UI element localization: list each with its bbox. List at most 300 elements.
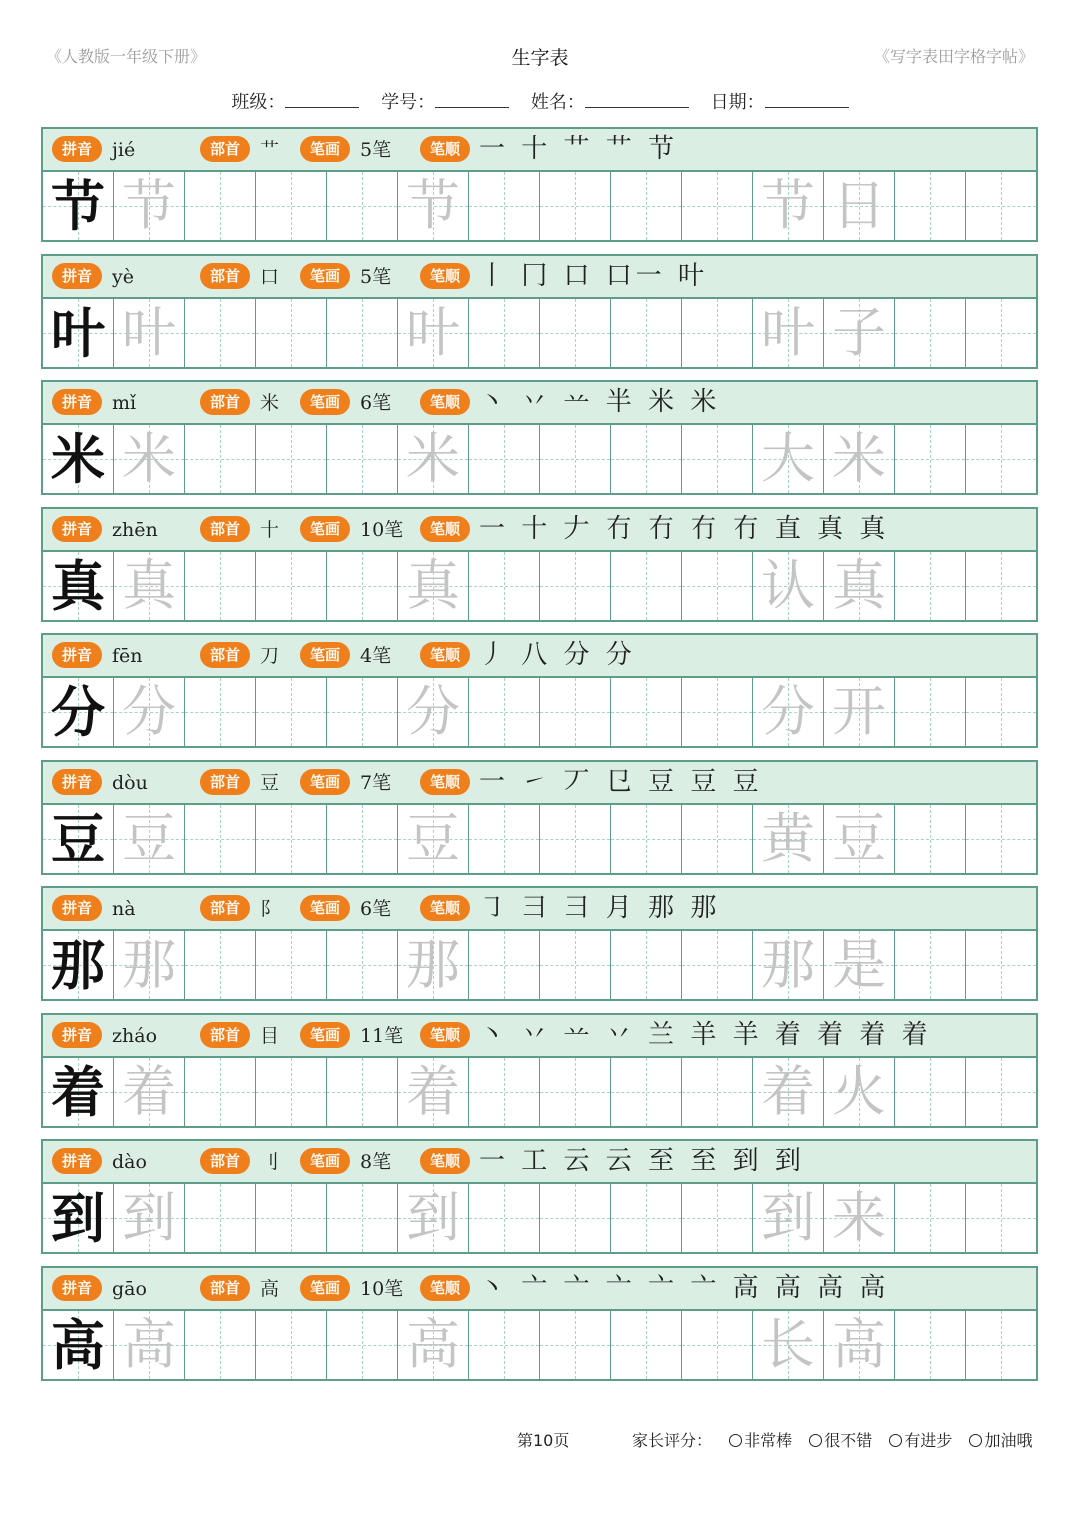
word-trace-character: 着 (761, 1060, 815, 1123)
character-info-bar (43, 509, 1036, 552)
practice-cell[interactable] (398, 678, 469, 746)
student-number-field[interactable]: 学号： (381, 92, 509, 113)
practice-cell[interactable] (185, 299, 256, 367)
stroke-order-sequence: 丶 丷 䒑 丷 兰 羊 羊 着 着 着 着 (479, 1020, 932, 1050)
practice-cell[interactable] (966, 1184, 1036, 1252)
character-card (41, 380, 1038, 495)
pinyin-tag: 拼音 (52, 642, 102, 668)
radical-tag: 部首 (200, 1148, 250, 1174)
practice-cell[interactable] (398, 552, 469, 620)
pinyin-tag: 拼音 (52, 1148, 102, 1174)
stroke-order-sequence: 一 十 艹 艹 节 (479, 134, 679, 164)
trace-character: 豆 (406, 807, 460, 870)
word-trace-character: 分 (761, 680, 815, 743)
model-character: 那 (51, 933, 105, 997)
practice-cell[interactable] (611, 931, 682, 999)
pinyin-value: yè (112, 266, 134, 288)
character-card (41, 254, 1038, 369)
practice-cell[interactable] (398, 1184, 469, 1252)
radical-tag: 部首 (200, 516, 250, 542)
stroke-count-value: 4笔 (360, 645, 392, 667)
pinyin-tag: 拼音 (52, 136, 102, 162)
stroke-order-tag: 笔顺 (420, 389, 470, 415)
practice-cell[interactable] (256, 1311, 327, 1379)
trace-character: 着 (406, 1060, 460, 1123)
practice-cell[interactable] (114, 1058, 185, 1126)
practice-cell[interactable] (398, 931, 469, 999)
practice-cell[interactable] (327, 1058, 398, 1126)
practice-cell[interactable] (256, 425, 327, 493)
practice-cell[interactable] (540, 678, 611, 746)
practice-cell[interactable] (611, 805, 682, 873)
stroke-order-sequence: 一 十 𠂇 冇 冇 冇 冇 直 真 真 (479, 514, 890, 544)
name-field[interactable]: 姓名： (531, 92, 689, 113)
character-card (41, 1266, 1038, 1381)
practice-cell[interactable] (753, 552, 824, 620)
radical-tag: 部首 (200, 1275, 250, 1301)
stroke-order-tag: 笔顺 (420, 895, 470, 921)
radical-tag: 部首 (200, 895, 250, 921)
practice-cell[interactable] (469, 931, 540, 999)
stroke-count-value: 10笔 (360, 519, 404, 541)
practice-cell[interactable] (540, 425, 611, 493)
rating-option-keep-going[interactable]: 加油哦 (969, 1428, 1032, 1451)
stroke-count-value: 8笔 (360, 1151, 392, 1173)
stroke-order-tag: 笔顺 (420, 642, 470, 668)
practice-cell[interactable] (185, 172, 256, 240)
practice-cell[interactable] (398, 172, 469, 240)
model-character: 叶 (51, 301, 105, 365)
practice-cell[interactable] (43, 1311, 114, 1379)
tianzige-grid (43, 1058, 1036, 1126)
stroke-count-tag: 笔画 (300, 1022, 350, 1048)
model-character: 豆 (51, 807, 105, 871)
stroke-count-tag: 笔画 (300, 642, 350, 668)
practice-cell[interactable] (540, 299, 611, 367)
trace-character: 节 (406, 174, 460, 237)
practice-cell[interactable] (185, 552, 256, 620)
practice-cell[interactable] (611, 1311, 682, 1379)
stroke-order-tag: 笔顺 (420, 516, 470, 542)
practice-cell[interactable] (753, 1311, 824, 1379)
trace-character: 到 (406, 1186, 460, 1249)
practice-cell[interactable] (114, 1311, 185, 1379)
word-trace-character: 日 (832, 174, 886, 237)
practice-cell[interactable] (469, 552, 540, 620)
practice-cell[interactable] (611, 172, 682, 240)
practice-cell[interactable] (966, 172, 1036, 240)
pinyin-value: fēn (112, 645, 143, 667)
practice-cell[interactable] (611, 1184, 682, 1252)
model-character: 高 (51, 1313, 105, 1377)
character-info-bar (43, 888, 1036, 931)
practice-cell[interactable] (185, 425, 256, 493)
character-info-bar (43, 1015, 1036, 1058)
word-trace-character: 开 (832, 680, 886, 743)
stroke-order-tag: 笔顺 (420, 136, 470, 162)
radical-value: 艹 (260, 139, 280, 161)
practice-cell[interactable] (327, 172, 398, 240)
tianzige-grid (43, 425, 1036, 493)
practice-cell[interactable] (966, 552, 1036, 620)
model-character: 真 (51, 554, 105, 618)
radical-value: 口 (260, 266, 280, 288)
practice-cell[interactable] (895, 299, 966, 367)
character-info-bar (43, 382, 1036, 425)
practice-cell[interactable] (540, 172, 611, 240)
practice-cell[interactable] (895, 552, 966, 620)
radical-value: 米 (260, 392, 280, 414)
practice-cell[interactable] (682, 931, 753, 999)
practice-cell[interactable] (327, 552, 398, 620)
practice-cell[interactable] (540, 931, 611, 999)
word-trace-character: 米 (832, 427, 886, 490)
practice-cell[interactable] (753, 425, 824, 493)
practice-cell[interactable] (540, 1311, 611, 1379)
practice-cell[interactable] (966, 1311, 1036, 1379)
radical-tag: 部首 (200, 263, 250, 289)
character-card (41, 760, 1038, 875)
radical-tag: 部首 (200, 769, 250, 795)
practice-cell[interactable] (753, 172, 824, 240)
practice-cell[interactable] (43, 1058, 114, 1126)
practice-cell[interactable] (682, 805, 753, 873)
word-trace-character: 子 (832, 301, 886, 364)
practice-cell[interactable] (966, 931, 1036, 999)
practice-cell[interactable] (895, 931, 966, 999)
practice-cell[interactable] (469, 1311, 540, 1379)
radical-tag: 部首 (200, 1022, 250, 1048)
rating-option-good[interactable]: 很不错 (809, 1428, 872, 1451)
practice-cell[interactable] (753, 931, 824, 999)
stroke-count-tag: 笔画 (300, 389, 350, 415)
stroke-count-tag: 笔画 (300, 895, 350, 921)
model-character: 分 (51, 680, 105, 744)
practice-cell[interactable] (611, 1058, 682, 1126)
practice-cell[interactable] (611, 678, 682, 746)
trace-character: 节 (122, 174, 176, 237)
practice-cell[interactable] (824, 678, 895, 746)
practice-cell[interactable] (895, 172, 966, 240)
stroke-order-sequence: 丨 冂 口 口一 叶 (479, 261, 709, 291)
practice-cell[interactable] (114, 425, 185, 493)
practice-cell[interactable] (966, 805, 1036, 873)
word-trace-character: 真 (832, 554, 886, 617)
practice-cell[interactable] (469, 805, 540, 873)
practice-cell[interactable] (256, 1184, 327, 1252)
practice-cell[interactable] (540, 805, 611, 873)
practice-cell[interactable] (469, 1058, 540, 1126)
pinyin-value: dòu (112, 772, 148, 794)
pinyin-value: zhēn (112, 519, 158, 541)
practice-cell[interactable] (43, 678, 114, 746)
practice-cell[interactable] (966, 1058, 1036, 1126)
character-info-bar (43, 256, 1036, 299)
practice-cell[interactable] (540, 1058, 611, 1126)
trace-character: 真 (406, 554, 460, 617)
practice-cell[interactable] (753, 1058, 824, 1126)
pinyin-tag: 拼音 (52, 1275, 102, 1301)
date-field[interactable]: 日期： (711, 92, 849, 113)
stroke-count-tag: 笔画 (300, 263, 350, 289)
pinyin-value: mǐ (112, 392, 137, 414)
word-trace-character: 那 (761, 933, 815, 996)
practice-cell[interactable] (895, 425, 966, 493)
practice-cell[interactable] (682, 552, 753, 620)
pinyin-value: gāo (112, 1278, 147, 1300)
practice-cell[interactable] (753, 805, 824, 873)
practice-cell[interactable] (114, 931, 185, 999)
practice-cell[interactable] (398, 425, 469, 493)
practice-cell[interactable] (469, 172, 540, 240)
practice-cell[interactable] (824, 425, 895, 493)
practice-cell[interactable] (398, 299, 469, 367)
practice-cell[interactable] (682, 678, 753, 746)
pinyin-value: nà (112, 898, 136, 920)
practice-cell[interactable] (682, 1311, 753, 1379)
practice-cell[interactable] (327, 931, 398, 999)
practice-cell[interactable] (398, 805, 469, 873)
practice-cell[interactable] (43, 552, 114, 620)
practice-cell[interactable] (824, 299, 895, 367)
practice-cell[interactable] (682, 299, 753, 367)
practice-cell[interactable] (185, 931, 256, 999)
practice-cell[interactable] (256, 805, 327, 873)
practice-cell[interactable] (469, 1184, 540, 1252)
word-trace-character: 火 (832, 1060, 886, 1123)
word-trace-character: 来 (832, 1186, 886, 1249)
practice-cell[interactable] (43, 425, 114, 493)
word-trace-character: 黄 (761, 807, 815, 870)
tianzige-grid (43, 172, 1036, 240)
practice-cell[interactable] (256, 1058, 327, 1126)
model-character: 到 (51, 1186, 105, 1250)
stroke-count-value: 6笔 (360, 898, 392, 920)
practice-cell[interactable] (824, 172, 895, 240)
practice-cell[interactable] (43, 299, 114, 367)
practice-cell[interactable] (824, 1058, 895, 1126)
pinyin-tag: 拼音 (52, 389, 102, 415)
radio-circle-icon (969, 1434, 982, 1447)
stroke-count-value: 6笔 (360, 392, 392, 414)
practice-cell[interactable] (682, 1184, 753, 1252)
character-info-bar (43, 1268, 1036, 1311)
practice-cell[interactable] (327, 1184, 398, 1252)
pinyin-tag: 拼音 (52, 769, 102, 795)
character-info-bar (43, 1141, 1036, 1184)
practice-cell[interactable] (611, 425, 682, 493)
trace-character: 叶 (122, 301, 176, 364)
word-trace-character: 节 (761, 174, 815, 237)
tianzige-grid (43, 805, 1036, 873)
trace-character: 高 (406, 1313, 460, 1376)
radio-circle-icon (889, 1434, 902, 1447)
practice-cell[interactable] (966, 678, 1036, 746)
page-number: 第10页 (517, 1431, 570, 1450)
practice-cell[interactable] (611, 299, 682, 367)
radical-tag: 部首 (200, 642, 250, 668)
character-card (41, 886, 1038, 1001)
practice-cell[interactable] (256, 678, 327, 746)
pinyin-tag: 拼音 (52, 1022, 102, 1048)
practice-cell[interactable] (824, 931, 895, 999)
character-card (41, 507, 1038, 622)
practice-cell[interactable] (327, 425, 398, 493)
practice-cell[interactable] (540, 1184, 611, 1252)
practice-cell[interactable] (611, 552, 682, 620)
practice-cell[interactable] (185, 678, 256, 746)
character-info-bar (43, 635, 1036, 678)
practice-cell[interactable] (469, 425, 540, 493)
trace-character: 分 (122, 680, 176, 743)
tianzige-grid (43, 299, 1036, 367)
practice-cell[interactable] (185, 1311, 256, 1379)
tianzige-grid (43, 678, 1036, 746)
trace-character: 真 (122, 554, 176, 617)
stroke-order-tag: 笔顺 (420, 769, 470, 795)
radical-tag: 部首 (200, 389, 250, 415)
practice-cell[interactable] (43, 931, 114, 999)
practice-cell[interactable] (256, 299, 327, 367)
stroke-count-tag: 笔画 (300, 769, 350, 795)
practice-cell[interactable] (43, 172, 114, 240)
stroke-count-value: 11笔 (360, 1025, 404, 1047)
word-trace-character: 大 (761, 427, 815, 490)
radio-circle-icon (729, 1434, 742, 1447)
practice-cell[interactable] (895, 805, 966, 873)
page-title: 生字表 (511, 47, 569, 69)
practice-cell[interactable] (114, 678, 185, 746)
trace-character: 叶 (406, 301, 460, 364)
practice-cell[interactable] (114, 172, 185, 240)
practice-cell[interactable] (114, 299, 185, 367)
stroke-count-tag: 笔画 (300, 516, 350, 542)
tianzige-grid (43, 552, 1036, 620)
practice-cell[interactable] (114, 805, 185, 873)
practice-cell[interactable] (256, 552, 327, 620)
pinyin-tag: 拼音 (52, 263, 102, 289)
student-info-line (0, 88, 1080, 114)
practice-cell[interactable] (43, 1184, 114, 1252)
pinyin-value: zháo (112, 1025, 158, 1047)
model-character: 米 (51, 427, 105, 491)
stroke-order-tag: 笔顺 (420, 263, 470, 289)
practice-cell[interactable] (114, 552, 185, 620)
practice-cell[interactable] (824, 1311, 895, 1379)
stroke-order-sequence: 一 ㇀ 丆 㔾 豆 豆 豆 (479, 767, 763, 797)
word-trace-character: 长 (761, 1313, 815, 1376)
practice-cell[interactable] (824, 805, 895, 873)
practice-cell[interactable] (753, 678, 824, 746)
practice-cell[interactable] (469, 299, 540, 367)
practice-cell[interactable] (398, 1058, 469, 1126)
stroke-order-sequence: ㇆ 彐 彐 月 那 那 (479, 893, 721, 923)
practice-cell[interactable] (114, 1184, 185, 1252)
stroke-count-value: 5笔 (360, 266, 392, 288)
practice-cell[interactable] (753, 1184, 824, 1252)
stroke-order-sequence: 丶 亠 亠 亠 亠 亠 高 高 高 高 (479, 1273, 890, 1303)
character-card (41, 1013, 1038, 1128)
rating-option-progress[interactable]: 有进步 (889, 1428, 952, 1451)
rating-label: 家长评分： (632, 1431, 713, 1450)
trace-character: 豆 (122, 807, 176, 870)
word-trace-character: 豆 (832, 807, 886, 870)
practice-cell[interactable] (753, 299, 824, 367)
practice-cell[interactable] (469, 678, 540, 746)
practice-cell[interactable] (185, 1184, 256, 1252)
practice-cell[interactable] (256, 931, 327, 999)
practice-cell[interactable] (895, 1184, 966, 1252)
stroke-order-sequence: 丿 八 分 分 (479, 640, 636, 670)
practice-cell[interactable] (824, 1184, 895, 1252)
trace-character: 分 (406, 680, 460, 743)
word-trace-character: 高 (832, 1313, 886, 1376)
practice-cell[interactable] (895, 1311, 966, 1379)
header-book-title: 《人教版一年级下册》 (46, 47, 207, 66)
practice-cell[interactable] (966, 425, 1036, 493)
practice-cell[interactable] (327, 1311, 398, 1379)
parent-rating (632, 1428, 1032, 1451)
trace-character: 那 (122, 933, 176, 996)
stroke-count-tag: 笔画 (300, 1275, 350, 1301)
radio-circle-icon (809, 1434, 822, 1447)
stroke-count-value: 5笔 (360, 139, 392, 161)
stroke-order-sequence: 丶 丷 䒑 半 米 米 (479, 387, 721, 417)
practice-cell[interactable] (895, 678, 966, 746)
trace-character: 米 (122, 427, 176, 490)
practice-cell[interactable] (682, 172, 753, 240)
practice-cell[interactable] (824, 552, 895, 620)
practice-cell[interactable] (185, 1058, 256, 1126)
radical-value: 目 (260, 1025, 280, 1047)
tianzige-grid (43, 1311, 1036, 1379)
radical-tag: 部首 (200, 136, 250, 162)
practice-cell[interactable] (895, 1058, 966, 1126)
character-info-bar (43, 129, 1036, 172)
word-trace-character: 到 (761, 1186, 815, 1249)
model-character: 节 (51, 174, 105, 238)
stroke-count-value: 7笔 (360, 772, 392, 794)
stroke-count-tag: 笔画 (300, 1148, 350, 1174)
header-workbook-title: 《写字表田字格字帖》 (873, 47, 1034, 66)
radical-value: 豆 (260, 772, 280, 794)
practice-cell[interactable] (185, 805, 256, 873)
practice-cell[interactable] (256, 172, 327, 240)
practice-cell[interactable] (682, 1058, 753, 1126)
trace-character: 那 (406, 933, 460, 996)
word-trace-character: 叶 (761, 301, 815, 364)
class-field[interactable]: 班级： (231, 92, 359, 113)
practice-cell[interactable] (398, 1311, 469, 1379)
pinyin-tag: 拼音 (52, 516, 102, 542)
practice-cell[interactable] (682, 425, 753, 493)
practice-cell[interactable] (43, 805, 114, 873)
radical-value: 阝 (260, 898, 280, 920)
practice-cell[interactable] (540, 552, 611, 620)
character-card (41, 127, 1038, 242)
stroke-order-sequence: 一 工 云 云 至 至 到 到 (479, 1146, 805, 1176)
radical-value: 刀 (260, 645, 280, 667)
rating-option-excellent[interactable]: 非常棒 (729, 1428, 792, 1451)
practice-cell[interactable] (966, 299, 1036, 367)
model-character: 着 (51, 1060, 105, 1124)
character-info-bar (43, 762, 1036, 805)
trace-character: 高 (122, 1313, 176, 1376)
practice-cell[interactable] (327, 805, 398, 873)
practice-cell[interactable] (327, 299, 398, 367)
practice-cell[interactable] (327, 678, 398, 746)
character-card (41, 633, 1038, 748)
